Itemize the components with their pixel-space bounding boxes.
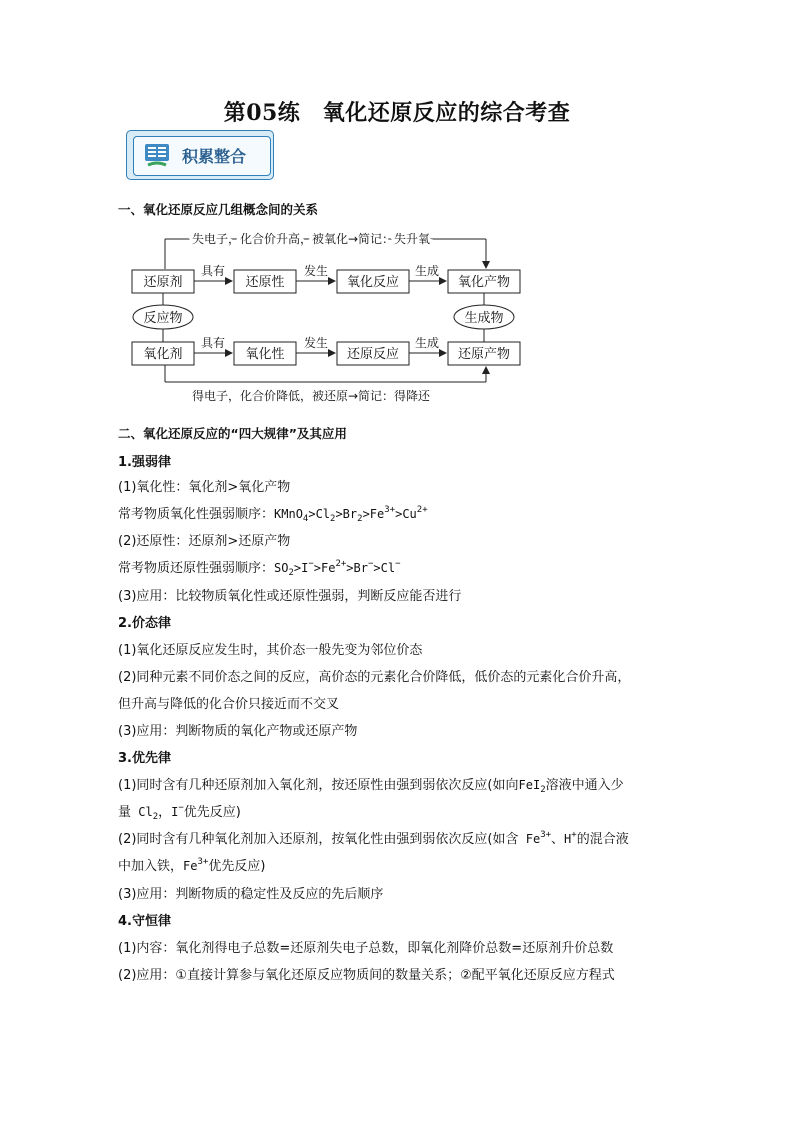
law3-line3-c: 的混合液 bbox=[576, 832, 629, 847]
arrow-label: 具有 bbox=[200, 264, 226, 278]
law3-line2-a: 量 bbox=[118, 805, 132, 820]
law3-line4-a: 中加入铁， bbox=[118, 859, 184, 874]
box-label: 氧化性 bbox=[245, 347, 285, 362]
law4-line2: (2)应用：①直接计算参与氧化还原反应物质间的数量关系；②配平氧化还原反应方程式 bbox=[118, 968, 615, 983]
ellipse-label: 反应物 bbox=[143, 311, 183, 326]
law3-line4-b: 优先反应) bbox=[208, 859, 266, 874]
law3-line2-c: 优先反应) bbox=[183, 805, 241, 820]
box-label: 还原产物 bbox=[457, 347, 511, 362]
book-icon bbox=[142, 141, 172, 169]
bottom-relation-text: 得电子，化合价降低，被还原→简记：得降还 bbox=[192, 389, 431, 403]
arrow-label: 发生 bbox=[303, 336, 329, 350]
top-relation-text: 失电子，化合价升高，被氧化→简记：失升氧 bbox=[192, 232, 431, 246]
law3-line4: 中加入铁，$Fe^{3+}$优先反应) bbox=[118, 857, 266, 874]
law3-line2-b: ， bbox=[158, 805, 172, 820]
law1-line4: 常考物质还原性强弱顺序：$SO_2>I^->Fe^{2+}>Br^->Cl^-$ bbox=[118, 559, 401, 578]
law2-line3: 但升高与降低的化合价只接近而不交叉 bbox=[118, 697, 340, 712]
section1-heading: 一、氧化还原反应几组概念间的关系 bbox=[118, 202, 319, 217]
law3-line1-b: 溶液中通入少 bbox=[545, 778, 624, 793]
law4-heading: 4.守恒律 bbox=[118, 914, 171, 929]
badge-label: 积累整合 bbox=[182, 147, 247, 166]
box-label: 氧化反应 bbox=[346, 275, 400, 290]
law3-line2: 量 $Cl_2$，I−优先反应) bbox=[118, 803, 241, 822]
law1-heading: 1.强弱律 bbox=[118, 455, 171, 470]
arrow-label: 发生 bbox=[303, 264, 329, 278]
law2-line1: (1)氧化还原反应发生时，其价态一般先变为邻位价态 bbox=[118, 643, 423, 658]
law4-line1: (1)内容：氧化剂得电子总数=还原剂失电子总数，即氧化剂降价总数=还原剂升价总数 bbox=[118, 941, 614, 956]
ellipse-label: 生成物 bbox=[464, 311, 504, 326]
section2-heading: 二、氧化还原反应的“四大规律”及其应用 bbox=[118, 426, 347, 441]
law2-heading: 2.价态律 bbox=[118, 616, 171, 631]
box-label: 还原反应 bbox=[346, 347, 400, 362]
law3-line3-b: 、 bbox=[551, 832, 565, 847]
box-label: 还原剂 bbox=[143, 275, 183, 290]
law2-line2: (2)同种元素不同价态之间的反应，高价态的元素化合价降低，低价态的元素化合价升高， bbox=[118, 670, 631, 685]
law3-line5: (3)应用：判断物质的稳定性及反应的先后顺序 bbox=[118, 887, 384, 902]
law1-line4-prefix: 常考物质还原性强弱顺序： bbox=[118, 561, 275, 576]
law1-line2-prefix: 常考物质氧化性强弱顺序： bbox=[118, 507, 275, 522]
law3-line3-a: (2)同时含有几种氧化剂加入还原剂，按氧化性由强到弱依次反应(如含 bbox=[118, 832, 519, 847]
section-badge bbox=[126, 130, 274, 180]
law1-line5: (3)应用：比较物质氧化性或还原性强弱，判断反应能否进行 bbox=[118, 589, 462, 604]
law3-line1-a: (1)同时含有几种还原剂加入氧化剂，按还原性由强到弱依次反应(如向 bbox=[118, 778, 519, 793]
law3-line3: (2)同时含有几种氧化剂加入还原剂，按氧化性由强到弱依次反应(如含 $Fe^{3+}$、H+的混合液 bbox=[118, 830, 629, 847]
law2-line4: (3)应用：判断物质的氧化产物或还原产物 bbox=[118, 724, 358, 739]
box-label: 还原性 bbox=[245, 275, 285, 290]
law3-line1: (1)同时含有几种还原剂加入氧化剂，按还原性由强到弱依次反应(如向FeI$_2$溶液中通入少 bbox=[118, 778, 624, 795]
arrow-label: 具有 bbox=[200, 336, 226, 350]
law1-line3: (2)还原性：还原剂>还原产物 bbox=[118, 534, 291, 549]
law1-line2: 常考物质氧化性强弱顺序：$KMnO_4>Cl_2>Br_2>Fe^{3+}>Cu^{2+}$ bbox=[118, 505, 428, 524]
concept-diagram bbox=[120, 222, 540, 412]
page-title: 第05练 氧化还原反应的综合考查 bbox=[223, 100, 571, 126]
box-label: 氧化产物 bbox=[457, 275, 511, 290]
arrow-label: 生成 bbox=[414, 336, 440, 350]
law1-line1: (1)氧化性：氧化剂>氧化产物 bbox=[118, 480, 291, 495]
arrow-label: 生成 bbox=[414, 264, 440, 278]
box-label: 氧化剂 bbox=[143, 347, 183, 362]
law3-heading: 3.优先律 bbox=[118, 751, 171, 766]
